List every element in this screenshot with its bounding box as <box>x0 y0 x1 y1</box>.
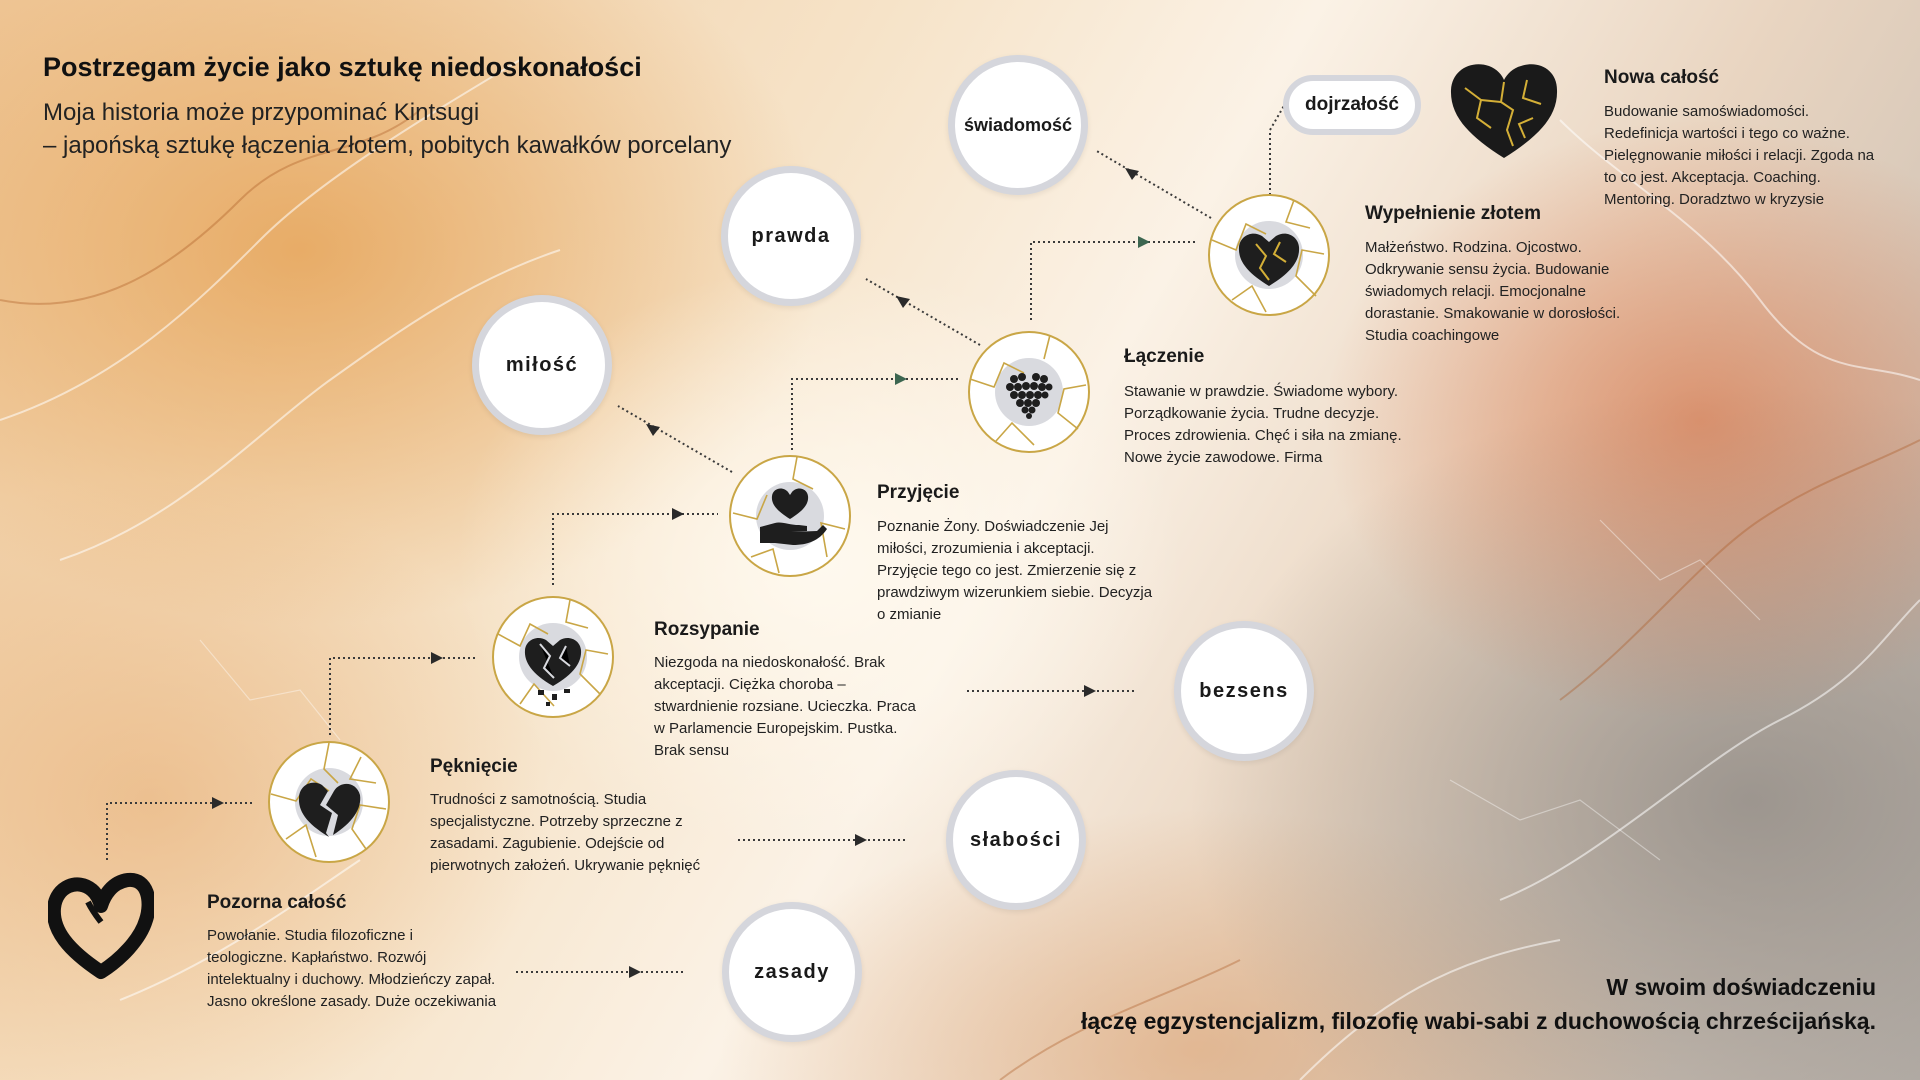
value-pill-dojrzalosc: dojrzałość <box>1283 75 1421 135</box>
value-circle-swiadomosc: świadomość <box>948 55 1088 195</box>
stage-description: Małżeństwo. Rodzina. Ojcostwo. Odkrywanie sensu życia. Budowanie świadomych relacji. Emocjonalne dorastanie. Smakowanie w dorosłości. Studia coachingowe <box>1365 239 1621 344</box>
stage-description: Poznanie Żony. Doświadczenie Jej miłości, zrozumienia i akceptacji. Przyjęcie tego co jest. Zmierzenie się z prawdziwym wizerunkiem siebie. Decyzja o zmianie <box>877 518 1153 623</box>
stage-title: Rozsypanie <box>654 619 760 640</box>
stage-title: Nowa całość <box>1604 67 1720 88</box>
heart-in-hand-icon <box>727 453 853 579</box>
value-circle-bezsens: bezsens <box>1174 621 1314 761</box>
stage-description: Stawanie w prawdzie. Świadome wybory. Porządkowanie życia. Trudne decyzje. Proces zdrowienia. Chęć i siła na zmianę. Nowe życie zawodowe. Firma <box>1124 383 1402 466</box>
stage-title: Łączenie <box>1124 346 1205 367</box>
pieces-heart-icon <box>966 329 1092 455</box>
value-circle-prawda: prawda <box>721 166 861 306</box>
stage-description: Niezgoda na niedoskonałość. Brak akceptacji. Ciężka choroba – stwardnienie rozsiane. Ucieczka. Praca w Parlamencie Europejskim. Pustka. Brak sensu <box>654 654 916 759</box>
kintsugi-heart-icon <box>1447 58 1561 160</box>
subtitle-line-1: Moja historia może przypominać Kintsugi <box>43 99 480 126</box>
value-circle-slabosci: słabości <box>946 770 1086 910</box>
value-circle-zasady: zasady <box>722 902 862 1042</box>
page-subtitle <box>43 96 731 162</box>
stage-title: Wypełnienie złotem <box>1365 203 1541 224</box>
closing-line-1: W swoim doświadczeniu <box>1606 974 1876 1000</box>
closing-line-2: łączę egzystencjalizm, filozofię wabi-sabi z duchowością chrześcijańską. <box>1080 1008 1876 1034</box>
broken-heart-icon <box>266 739 392 865</box>
stage-title: Przyjęcie <box>877 482 960 503</box>
value-circle-milosc: miłość <box>472 295 612 435</box>
stage-description: Trudności z samotnością. Studia specjalistyczne. Potrzeby sprzeczne z zasadami. Zagubienie. Odejście od pierwotnych założeń. Ukrywanie pęknięć <box>430 791 701 874</box>
gold-seam-heart-icon <box>1206 192 1332 318</box>
subtitle-line-2: – japońską sztukę łączenia złotem, pobitych kawałków porcelany <box>43 132 732 159</box>
brush-heart-icon <box>48 872 154 984</box>
stage-title: Pozorna całość <box>207 892 347 913</box>
stage-description: Powołanie. Studia filozoficzne i teologiczne. Kapłaństwo. Rozwój intelektualny i duchowy. Młodzieńczy zapał. Jasno określone zasady. Duże oczekiwania <box>207 927 497 1010</box>
closing-statement <box>1081 970 1876 1038</box>
stage-title: Pęknięcie <box>430 756 518 777</box>
shattered-heart-icon <box>490 594 616 720</box>
page-title: Postrzegam życie jako sztukę niedoskonałości <box>43 52 642 82</box>
stage-description: Budowanie samoświadomości. Redefinicja wartości i tego co ważne. Pielęgnowanie miłości i relacji. Zgoda na to co jest. Akceptacja. Coaching. Mentoring. Doradztwo w kryzysie <box>1604 103 1875 208</box>
